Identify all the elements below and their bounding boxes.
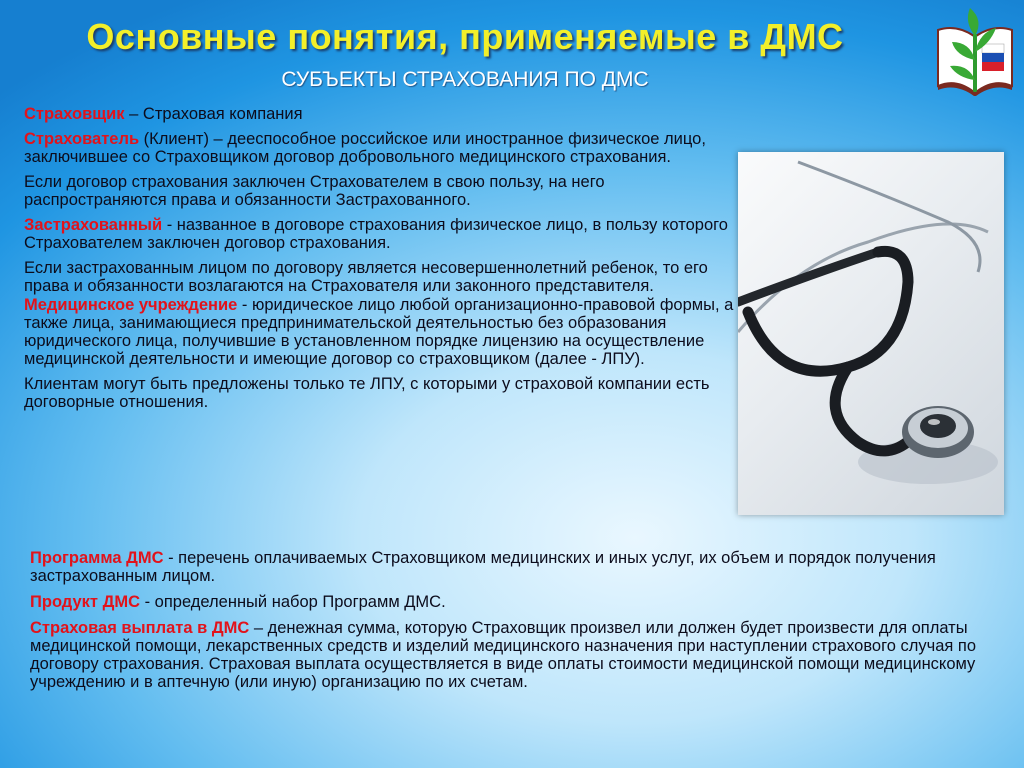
term: Медицинское учреждение (24, 296, 238, 314)
definition: – денежная сумма, которую Страховщик произвел или должен будет произвести для оплаты медицинской помощи, лекарственных средств и изделий медицинского назначения при наступлении страхового случая по договору страхования. Страховая выплата осуществляется в виде оплаты стоимости медицинской помощи медицинскому учреждению и в аптечную (или иную) организацию по их счетам. (30, 619, 977, 691)
stethoscope-photo (738, 152, 1004, 515)
term: Продукт ДМС (30, 593, 140, 611)
definition: Если застрахованным лицом по договору является несовершеннолетний ребенок, то его права и обязанности возлагаются на Страхователя или законного представителя. (24, 259, 708, 295)
definition: (Клиент) – дееспособное российское или иностранное физическое лицо, заключившее со Страховщиком договор добровольного медицинского страхования. (24, 130, 706, 166)
term: Застрахованный (24, 216, 163, 234)
paragraph-clinics (24, 375, 740, 411)
paragraph-own-benefit (24, 173, 740, 209)
definition-program (30, 549, 1005, 585)
definition: - юридическое лицо любой организационно-правовой формы, а также лица, занимающиеся предпринимательской деятельностью без образования юридического лица, получившие в установленном порядке лицензию на осуществление медицинской деятельности и имеющие договор со страховщиком (далее - ЛПУ). (24, 296, 734, 368)
definition: - названное в договоре страхования физическое лицо, в пользу которого Страхователем заключен договор страхования. (24, 216, 728, 252)
paragraph-insurer (24, 105, 740, 123)
definition-product (30, 593, 1005, 611)
subjects-text (24, 105, 740, 418)
definition-payment (30, 619, 1005, 691)
definitions-text (30, 549, 1005, 699)
term: Страхователь (24, 130, 140, 148)
slide-title: Основные понятия, применяемые в ДМС (86, 16, 844, 57)
paragraph-policyholder (24, 130, 740, 166)
definition: - определенный набор Программ ДМС. (140, 593, 446, 611)
definition: – Страховая компания (124, 105, 303, 123)
paragraph-minor (24, 259, 740, 295)
paragraph-medical-institution (24, 296, 740, 368)
term: Программа ДМС (30, 549, 164, 567)
trade-union-book-sprout-icon (930, 4, 1020, 100)
definition: - перечень оплачиваемых Страховщиком медицинских и иных услуг, их объем и порядок получения застрахованным лицом. (30, 549, 936, 585)
term: Страховая выплата в ДМС (30, 619, 250, 637)
paragraph-insured (24, 216, 740, 252)
definition: Если договор страхования заключен Страхователем в свою пользу, на него распространяются права и обязанности Застрахованного. (24, 173, 605, 209)
slide-subtitle: СУБЪЕКТЫ СТРАХОВАНИЯ ПО ДМС (281, 68, 649, 91)
definition: Клиентам могут быть предложены только те ЛПУ, с которыми у страховой компании есть договорные отношения. (24, 375, 710, 411)
term: Страховщик (24, 105, 125, 123)
